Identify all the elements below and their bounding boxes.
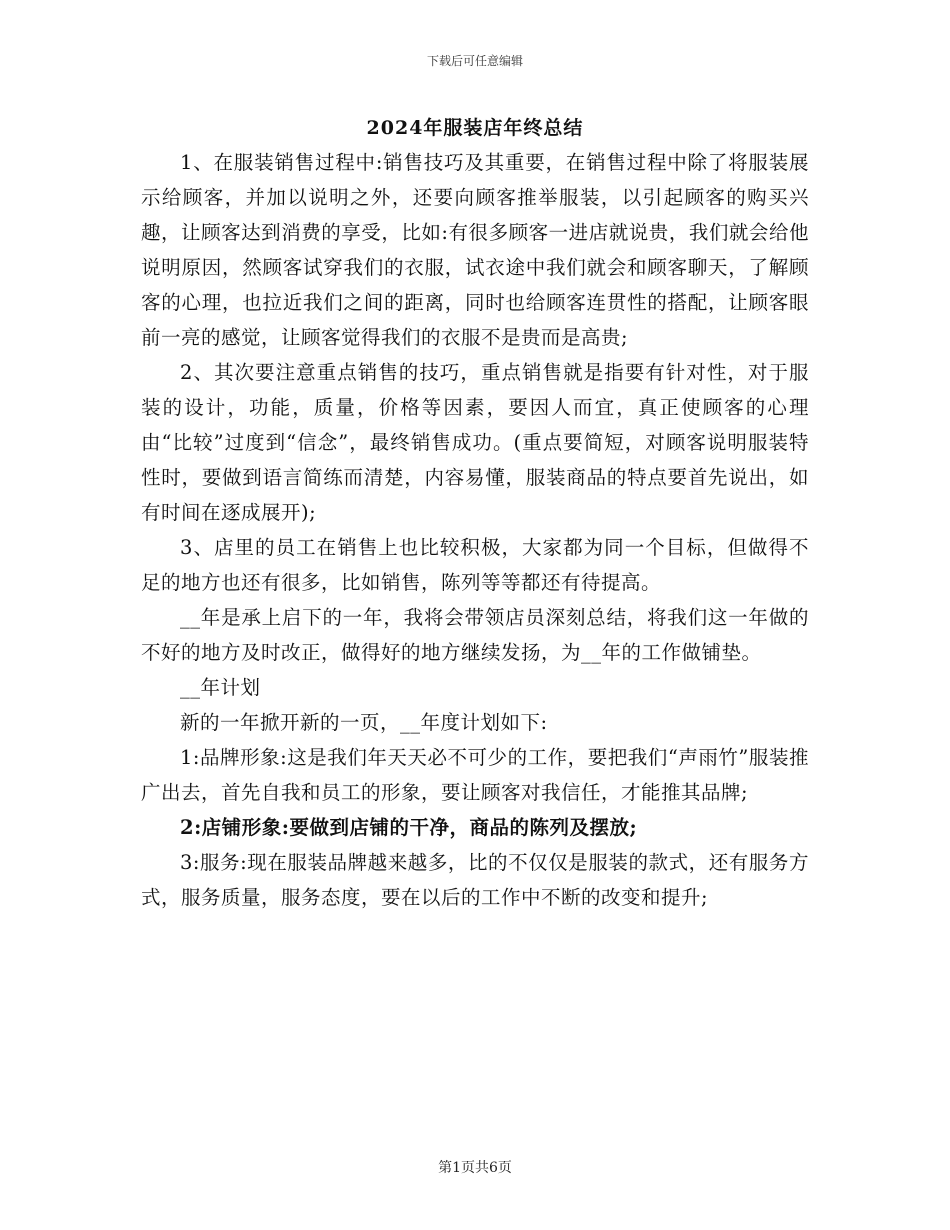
paragraph-plan-heading: __年计划 — [180, 676, 261, 699]
document-title: 2024年服装店年终总结 — [366, 117, 584, 139]
paragraph-3: 3、店里的员工在销售上也比较积极，大家都为同一个目标，但做得不足的地方也还有很多，比如销售，陈列等等都还有待提高。 — [141, 536, 809, 594]
paragraph-4: __年是承上启下的一年，我将会带领店员深刻总结，将我们这一年做的不好的地方及时改正，做得好的地方继续发扬，为__年的工作做铺垫。 — [141, 606, 809, 664]
paragraph-2: 2、其次要注意重点销售的技巧，重点销售就是指要有针对性，对于服装的设计，功能，质量，价格等因素，要因人而宜，真正使顾客的心理由“比较”过度到“信念”，最终销售成功。(重点要简短，对顾客说明服装特性时，要做到语言简练而清楚，内容易懂，服装商品的特点要首先说出，如有时间在逐成展开); — [141, 361, 809, 524]
paragraph-plan-1: 1:品牌形象:这是我们年天天必不可少的工作，要把我们“声雨竹”服装推广出去，首先自我和员工的形象，要让顾客对我信任，才能推其品牌; — [141, 746, 809, 804]
paragraph-plan-2: 2:店铺形象:要做到店铺的干净，商品的陈列及摆放; — [180, 816, 638, 839]
paragraph-plan-intro: 新的一年掀开新的一页，__年度计划如下: — [180, 711, 548, 734]
page-header-note: 下载后可任意编辑 — [426, 54, 523, 68]
paragraph-plan-3: 3:服务:现在服装品牌越来越多，比的不仅仅是服装的款式，还有服务方式，服务质量，服务态度，要在以后的工作中不断的改变和提升; — [141, 851, 809, 909]
document-body — [141, 145, 809, 915]
paragraph-1: 1、在服装销售过程中:销售技巧及其重要，在销售过程中除了将服装展示给顾客，并加以说明之外，还要向顾客推举服装，以引起顾客的购买兴趣，让顾客达到消费的享受，比如:有很多顾客一进店就说贵，我们就会给他说明原因，然顾客试穿我们的衣服，试衣途中我们就会和顾客聊天，了解顾客的心理，也拉近我们之间的距离，同时也给顾客连贯性的搭配，让顾客眼前一亮的感觉，让顾客觉得我们的衣服不是贵而是高贵; — [141, 151, 809, 349]
page-number: 第1页共6页 — [438, 1160, 512, 1176]
